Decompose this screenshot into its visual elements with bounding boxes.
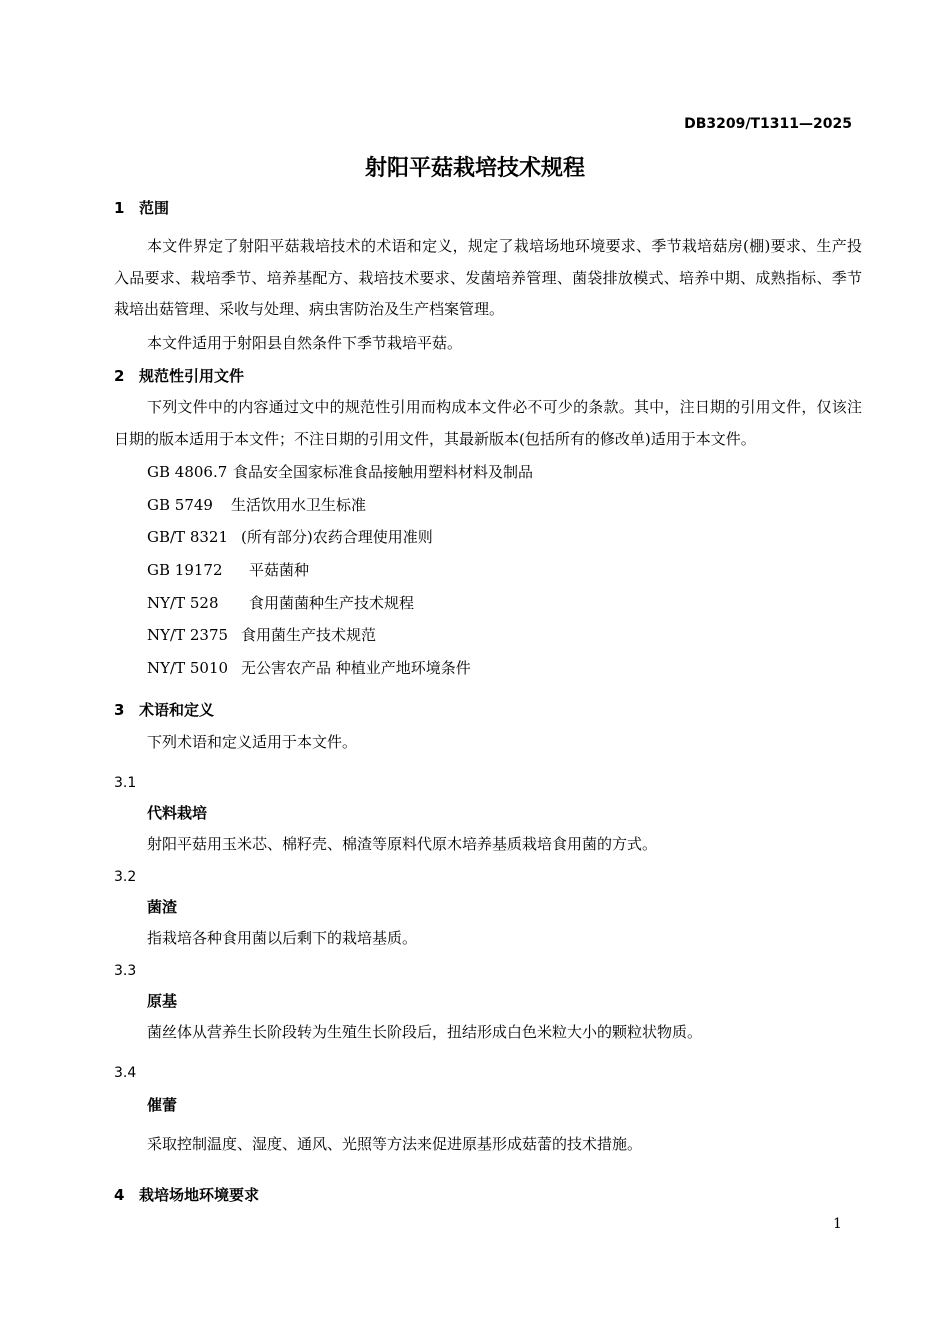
reference-name: 平菇菌种 xyxy=(249,561,310,579)
term-number: 3.4 xyxy=(114,1065,137,1081)
reference-item xyxy=(147,465,533,480)
reference-code: GB 19172 xyxy=(147,561,223,579)
term-name: 菌渣 xyxy=(147,898,178,916)
section-heading-1 xyxy=(114,201,169,216)
reference-item xyxy=(147,596,414,611)
document-title: 射阳平菇栽培技术规程 xyxy=(364,156,585,181)
section-number: 3 xyxy=(114,701,125,719)
section-heading-4 xyxy=(114,1188,259,1203)
section-title: 栽培场地环境要求 xyxy=(139,1186,260,1204)
reference-name: 食用菌生产技术规范 xyxy=(241,626,377,644)
reference-item xyxy=(147,661,471,676)
reference-item xyxy=(147,563,309,578)
term-number: 3.1 xyxy=(114,775,137,791)
terms-intro: 下列术语和定义适用于本文件。 xyxy=(147,733,358,751)
references-paragraph: 下列文件中的内容通过文中的规范性引用而构成本文件必不可少的条款。其中，注日期的引用文件，仅该注日期的版本适用于本文件；不注日期的引用文件，其最新版本(包括所有的修改单)适用于本文件。 xyxy=(114,398,862,448)
reference-code: NY/T 5010 xyxy=(147,659,229,677)
section-number: 1 xyxy=(114,199,125,217)
term-definition: 射阳平菇用玉米芯、棉籽壳、棉渣等原料代原木培养基质栽培食用菌的方式。 xyxy=(147,835,658,853)
reference-name: 无公害农产品 种植业产地环境条件 xyxy=(241,659,471,677)
section-heading-3 xyxy=(114,703,214,718)
reference-code: NY/T 528 xyxy=(147,594,219,612)
section-title: 规范性引用文件 xyxy=(139,367,245,385)
term-definition: 指栽培各种食用菌以后剩下的栽培基质。 xyxy=(147,929,418,947)
reference-code: GB 5749 xyxy=(147,496,213,514)
document-number: DB3209/T1311—2025 xyxy=(684,116,852,132)
reference-code: GB 4806.7 xyxy=(147,463,228,481)
term-number: 3.2 xyxy=(114,869,137,885)
reference-name: 食用菌菌种生产技术规程 xyxy=(249,594,415,612)
section-number: 2 xyxy=(114,367,125,385)
reference-item xyxy=(147,628,376,643)
reference-item xyxy=(147,530,433,545)
term-name: 原基 xyxy=(147,992,178,1010)
term-definition: 采取控制温度、湿度、通风、光照等方法来促进原基形成菇蕾的技术措施。 xyxy=(147,1135,643,1153)
reference-name: (所有部分)农药合理使用准则 xyxy=(241,528,433,546)
reference-item xyxy=(147,498,366,513)
section-title: 术语和定义 xyxy=(139,701,215,719)
section-number: 4 xyxy=(114,1186,125,1204)
term-name: 催蕾 xyxy=(147,1096,178,1114)
section-title: 范围 xyxy=(139,199,170,217)
section-heading-2 xyxy=(114,369,244,384)
scope-paragraph: 本文件界定了射阳平菇栽培技术的术语和定义，规定了栽培场地环境要求、季节栽培菇房(棚)要求、生产投入品要求、栽培季节、培养基配方、栽培技术要求、发菌培养管理、菌袋排放模式、培养中期、成熟指标、季节栽培出菇管理、采收与处理、病虫害防治及生产档案管理。 xyxy=(114,237,862,318)
reference-name: 生活饮用水卫生标准 xyxy=(231,496,367,514)
reference-name: 食品安全国家标准食品接触用塑料材料及制品 xyxy=(233,463,534,481)
reference-code: GB/T 8321 xyxy=(147,528,229,546)
term-number: 3.3 xyxy=(114,963,137,979)
page-number: 1 xyxy=(833,1216,842,1232)
term-name: 代料栽培 xyxy=(147,804,208,822)
term-definition: 菌丝体从营养生长阶段转为生殖生长阶段后，扭结形成白色米粒大小的颗粒状物质。 xyxy=(147,1023,703,1041)
reference-code: NY/T 2375 xyxy=(147,626,229,644)
scope-applicability: 本文件适用于射阳县自然条件下季节栽培平菇。 xyxy=(147,334,463,352)
